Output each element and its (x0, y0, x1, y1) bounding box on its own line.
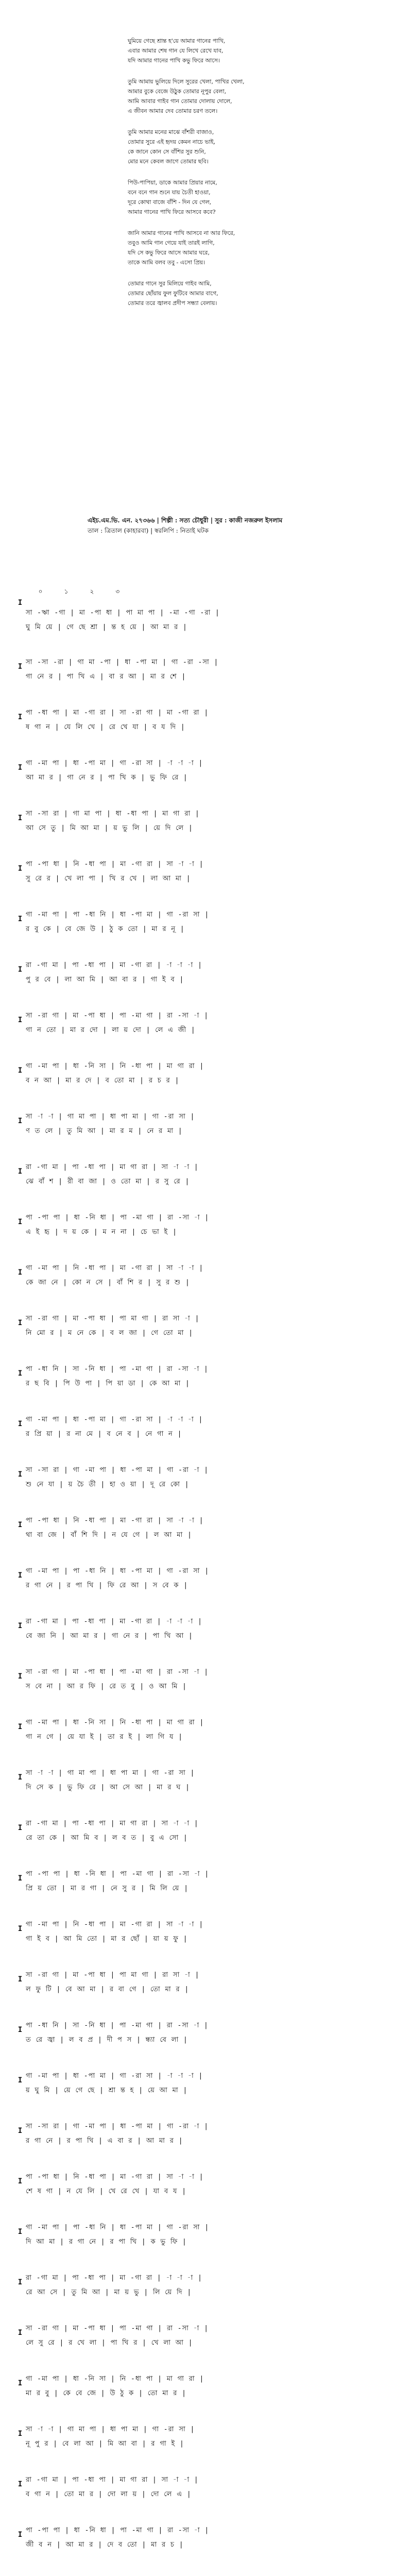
notation-row (15, 2267, 397, 2317)
swara-line: পা -পা পা | ধা -নি ধা | পা -মা গা | রা -সা -া | (26, 1870, 210, 1878)
swara-line: রা -গা মা | পা -ধা পা | মা গা রা | সা -া -া | (26, 1163, 199, 1171)
notation-row (15, 1812, 397, 1863)
swara-line: পা -ধা নি | সা -নি ধা | পা -মা গা | রা -সা -া | (26, 1365, 209, 1373)
notation-row (15, 651, 397, 702)
bani-line: গা ন গে | য়ে যা ই | তা র ই | লা গি য | (26, 1733, 183, 1741)
row-marker: I (18, 1824, 23, 1832)
lyric-line: পিউ-পাপিয়া, ডাকে আমার প্রিয়ার নামে, (128, 179, 217, 186)
lyric-line: তোমার তরে জ্বালব প্রদীপ সন্ধ্যা বেলায়। (128, 300, 217, 307)
row-marker: I (18, 2278, 23, 2286)
swara-line: রা -গা মা | পা -ধা পা | মা -গা রা | -া -া -া | (26, 2274, 202, 2282)
notation-row (15, 1913, 397, 1964)
bani-line: প্রি য় তো | মা র গা | নে সু র | মি লি য়ে | (26, 1885, 189, 1892)
row-marker: I (18, 965, 23, 974)
lyric-line: তোমার সুরে এই হৃদয় কেমন নাচে ভাই, (128, 139, 216, 145)
bani-line: শে ষ গা | ন যে লি | খে রে খে | যা ব য | (26, 2188, 187, 2195)
lyric-stanza (128, 36, 396, 65)
row-marker: I (18, 713, 23, 721)
swara-line: সা -রা গা | মা -পা ধা | পা মা গা | রা সা -া | (26, 1315, 200, 1323)
lyric-line: আমার গানের পাখি ফিরে আসবে কবে? (128, 209, 216, 215)
lyric-line: তুমি আমার মনের মাঝে বাঁশরী বাজাও, (128, 129, 214, 135)
row-marker: I (18, 1117, 23, 1125)
bani-line: আ সে তু | মি আ মা | য় ভু লি | য়ে দি লে | (26, 824, 193, 832)
lyric-line: আমার বুকে বেজে উঠুক তোমার নূপুর বেলা, (128, 88, 227, 95)
row-marker: I (18, 1369, 23, 1378)
lyric-stanza (128, 178, 396, 217)
row-marker: I (18, 1874, 23, 1883)
lyric-line: যদি সে কভু ফিরে আসে আমার ঘরে, (128, 249, 210, 256)
swara-line: গা -মা পা | ধা -নি সা | নি -ধা পা | মা গা রা | (26, 2375, 204, 2383)
row-marker: I (18, 1975, 23, 1984)
credits-line-2: তাল : ত্রিতাল (কাহারবা) | স্বরলিপি : নিতাই ঘটক (88, 527, 209, 534)
notation-row (15, 853, 397, 904)
notation-row (15, 1964, 397, 2014)
swara-line: সা -সা রা | গা মা পা | ধা -ধা পা | মা গা রা | (26, 810, 200, 818)
notation-row (15, 1308, 397, 1358)
notation-row (15, 702, 397, 752)
swara-line: পা -পা ধা | নি -ধা পা | মা -গা রা | সা -া -া | (26, 1517, 204, 1524)
swara-line: সা -রা গা | মা -পা ধা | পা মা গা | রা সা -া | (26, 1971, 200, 1979)
notation-row (15, 2469, 397, 2519)
notation-row (15, 1711, 397, 1762)
lyric-line: তোমার ছোঁয়ায় ফুল ফুটিবে আমার বাগে, (128, 290, 218, 297)
swara-line: গা -মা পা | ধা -নি সা | নি -ধা পা | মা গা রা | (26, 1062, 204, 1070)
row-marker: I (18, 1925, 23, 1933)
lyric-line: কে জানে কোন সে বাঁশির সুর শুনি, (128, 148, 206, 155)
swara-line: গা -মা পা | ধা -পা মা | গা -রা সা | -া -া -া | (26, 1416, 203, 1423)
bani-line: বে জা নি | আ মা র | গা নে র | পা খি আ | (26, 1632, 193, 1640)
bani-line: মা র বু | কে বে জে | উ ঠু ক | তো মা র | (26, 2389, 186, 2397)
lyric-line: এ জীবন আমার দেব তোমার চরণ তলে। (128, 108, 218, 114)
bani-line: গা নে র | পা খি এ | বা র আ | মা র শে | (26, 673, 186, 681)
bani-line: কে জা নে | কো ন সে | বাঁ শি র | সু র শু | (26, 1279, 190, 1286)
notation-row (15, 2065, 397, 2115)
row-marker: I (18, 1420, 23, 1428)
lyric-stanza (128, 228, 396, 267)
row-marker: I (18, 2531, 23, 2539)
row-marker: I (18, 2228, 23, 2236)
swara-line: পা -পা ধা | নি -ধা পা | মা -গা রা | সা -া -া | (26, 2173, 204, 2181)
lyric-line: মোর মনে কেবল জাগে তোমার ছবি। (128, 158, 209, 165)
notation-row (15, 904, 397, 954)
bani-line: দি আ মা | র গা নে | র পা খি | ক ভু ফি | (26, 2238, 187, 2246)
bani-line: র গা নে | র পা খি | ফি রে আ | স বে ক | (26, 1582, 188, 1589)
bani-line: ব গা ন | তো মা র | দো লা য় | দো লে এ | (26, 2490, 192, 2498)
bani-line: জী ব ন | আ মা র | দে ব তো | মা র চ | (26, 2541, 184, 2549)
notation-row (15, 1661, 397, 1711)
swara-line: সা -সা -রা | গা মা -পা | ধা -পা মা | গা -রা -সা | (26, 658, 219, 666)
bani-line: ল ফু টি | বে আ মা | র বা গে | তো মা র | (26, 1986, 190, 1993)
swara-line: পা -পা পা | ধা -নি ধা | পা -মা গা | রা -সা -া | (26, 1214, 210, 1222)
swara-line: রা -গা মা | পা -ধা পা | মা গা রা | সা -া -া | (26, 1820, 199, 1827)
swara-line: গা -মা পা | নি -ধা পা | মা -গা রা | সা -া -া | (26, 1921, 204, 1928)
lyric-line: তবুও আমি গান গেয়ে যাই তারই লাগি, (128, 240, 215, 246)
row-marker: I (18, 2379, 23, 2387)
row-marker: I (18, 1470, 23, 1479)
row-marker: I (18, 865, 23, 873)
bani-line: থা বা জে | বাঁ শি দি | ন যে গে | ল আ মা | (26, 1531, 192, 1539)
notation-row (15, 1207, 397, 1257)
swara-line: পা -ধা নি | সা -নি ধা | পা -মা গা | রা -সা -া | (26, 2022, 209, 2029)
credits-block (88, 515, 366, 536)
lyric-stanza (128, 77, 396, 116)
swara-line: সা -রা গা | মা -পা ধা | পা -মা গা | রা -সা -া | (26, 2325, 209, 2332)
row-marker: I (18, 663, 23, 671)
notation-row (15, 2519, 397, 2570)
swara-line: গা -মা পা | ধা -নি সা | নি -ধা পা | মা গা রা | (26, 1719, 204, 1726)
bani-line: ত রে জ্বা | ল ব প্র | দী প স | ন্ধ্যা বে লা | (26, 2036, 188, 2044)
lyric-line: বনে বনে গান শুনে যায় চৈতী হাওয়া, (128, 189, 211, 196)
notation-row (15, 1409, 397, 1459)
notation-row (15, 2014, 397, 2065)
row-marker: I (18, 599, 23, 607)
lyric-line: তোমার গানে সুর মিলিয়ে গাইব আমি, (128, 280, 212, 287)
notation-row (15, 1459, 397, 1510)
swara-line: সা -রা গা | মা -পা ধা | পা -মা গা | রা -সা -া | (26, 1012, 209, 1020)
bani-line: ণ ত লে | তু মি আ | মা র ম | নে র মা | (26, 1127, 183, 1135)
notation-row (15, 954, 397, 1005)
swara-line: গা -মা পা | ধা -পা মা | গা -রা সা | -া -া -া | (26, 2072, 203, 2080)
notation-row (15, 1510, 397, 1560)
notation-row (15, 2570, 397, 2576)
bani-line: ব ন আ | মা র দে | ব তো মা | র চ র | (26, 1077, 180, 1084)
row-marker: I (18, 1319, 23, 1327)
lyrics-block (128, 36, 396, 319)
row-marker: I (18, 1723, 23, 1731)
lyric-line: এবার আমার শেষ গান যে লিখে রেখে যাব, (128, 47, 224, 54)
notation-row (15, 2115, 397, 2166)
swara-line: রা -গা মা | পা -ধা পা | মা গা রা | সা -া -া | (26, 2476, 199, 2484)
notation-row (15, 1055, 397, 1106)
lyric-line: জানি আমার গানের পাখি আসবে না আর ফিরে, (128, 230, 235, 236)
swara-line: সা -া -া | গা মা পা | ধা পা মা | গা -রা সা | (26, 1113, 195, 1121)
lyric-line: আমি আবার গাইব গান তোমার দোলায় দোলে, (128, 98, 232, 105)
row-marker: I (18, 1521, 23, 1529)
row-marker: I (18, 1167, 23, 1176)
bani-line: নি মো র | ম নে কে | ব ল জা | গে তো মা | (26, 1329, 194, 1337)
swara-line: সা -া -া | গা মা পা | ধা পা মা | গা -রা সা | (26, 2426, 195, 2433)
bani-line: ঘু মি য়ে | গে ছে শ্রা | ন্ত হ য়ে | আ মা র | (26, 623, 187, 631)
row-marker: I (18, 2076, 23, 2084)
bani-line: লে সু রে | র খে লা | পা খি র | খে লা আ | (26, 2339, 193, 2347)
bani-line: এ ই হৃ | দ য় কে | ম ন না | চে ভা ই | (26, 1228, 177, 1236)
row-marker: I (18, 1773, 23, 1782)
swara-line: গা -মা পা | পা -ধা নি | ধা -পা মা | গা -রা সা | (26, 1567, 210, 1575)
swara-line: রা -গা মা | পা -ধা পা | মা -গা রা | -া -া -া | (26, 961, 202, 969)
row-marker: I (18, 814, 23, 822)
row-marker: I (18, 2177, 23, 2185)
bani-line: র গা নে | র পা খি | এ বা র | আ মা র | (26, 2137, 183, 2145)
swara-line: রা -গা মা | পা -ধা পা | মা -গা রা | -া -া -া | (26, 1618, 202, 1625)
swara-line: গা -মা পা | পা -ধা নি | ধা -পা মা | গা -রা সা | (26, 2224, 210, 2231)
swara-line: গা -মা পা | পা -ধা নি | ধা -পা মা | গা -রা সা | (26, 911, 210, 919)
swara-line: পা -পা ধা | নি -ধা পা | মা -গা রা | সা -া -া | (26, 860, 204, 868)
notation-row (15, 2368, 397, 2418)
meter-markers: ০ ১ ২ ৩ (26, 588, 121, 595)
row-marker: I (18, 1571, 23, 1580)
bani-line: গা ন তো | মা র দো | লা য় দো | লে এ জী | (26, 1026, 196, 1034)
credits-line-1: এইচ.এম.ভি. এন. ২৭৩৬৬ | শিল্পী : সত্য চৌধুরী | সুর : কাজী নজরুল ইসলাম (88, 517, 283, 524)
bani-line: রে তা কে | আ মি ব | ল ব ত | বু এ সো | (26, 1834, 188, 1842)
bani-line: পু র বে | লা আ মি | আ বা র | গা ই ব | (26, 976, 184, 984)
notation-row (15, 1156, 397, 1207)
notation-row (15, 2166, 397, 2216)
notation-row (15, 2418, 397, 2469)
lyric-line: ঘুমিয়ে গেছে শ্রান্ত হ'য়ে আমার গানের পাখি, (128, 38, 226, 44)
bani-line: স বে না | আ র ফি | রে ত বু | ও আ মি | (26, 1683, 187, 1690)
row-marker: I (18, 2127, 23, 2135)
row-marker: I (18, 1016, 23, 1024)
swara-line: সা -সা রা | গা -মা পা | ধা -পা মা | গা -রা -া | (26, 1466, 209, 1474)
notation-row (15, 1257, 397, 1308)
row-marker: I (18, 1622, 23, 1630)
bani-line: আ মা র | গা নে র | পা খি ক | ভু ফি রে | (26, 774, 188, 782)
lyric-stanza (128, 127, 396, 166)
bani-line: রে আ সে | তু মি আ | মা য় ভু | লি য়ে দি | (26, 2289, 192, 2296)
row-marker: I (18, 2026, 23, 2034)
row-marker: I (18, 2480, 23, 2488)
notation-row (15, 1560, 397, 1611)
swara-line: গা -মা পা | নি -ধা পা | মা -গা রা | সা -া -া | (26, 1264, 204, 1272)
bani-line: দি সে ক | ভু ফি রে | আ সে আ | মা র ঘ | (26, 1784, 190, 1791)
notation-row (15, 1863, 397, 1913)
swara-line: পা -ধা পা | মা -গা রা | সা -রা গা | মা -গা রা | (26, 709, 209, 717)
notation-row (15, 1005, 397, 1055)
notation-row (15, 587, 397, 651)
lyric-line: তাকে আমি বলব তবু - এসো প্রিয়। (128, 259, 205, 266)
lyric-stanza (128, 279, 396, 308)
row-marker: I (18, 2329, 23, 2337)
lyric-line: দূরে কোথা বাজে বাঁশি - দিন যে গেল, (128, 199, 212, 206)
notation-block (15, 587, 397, 2576)
bani-line: র বু কে | বে জে উ | ঠু ক তো | মা র নূ | (26, 925, 185, 933)
bani-line: ঝে বাঁ শ | রী বা জা | ও তো মা | র সু রে | (26, 1178, 190, 1185)
row-marker: I (18, 1218, 23, 1226)
row-marker: I (18, 1066, 23, 1075)
notation-row (15, 752, 397, 803)
bani-line: র ছ বি | পি উ পা | পি য়া ডা | কে আ মা | (26, 1380, 190, 1387)
bani-line: র প্রি য়া | র না মে | ব নে ব | নে গা ন | (26, 1430, 182, 1438)
notation-row (15, 2216, 397, 2267)
row-marker: I (18, 764, 23, 772)
swara-line: সা -সা রা | গা -মা পা | ধা -পা মা | গা -রা -া | (26, 2123, 209, 2130)
bani-line: য় ঘু মি | য়ে গে ছে | শ্রা ন্ত হ | য়ে আ মা | (26, 2087, 188, 2094)
notation-row (15, 2317, 397, 2368)
notation-row (15, 1106, 397, 1156)
row-marker: I (18, 915, 23, 923)
notation-row (15, 1762, 397, 1812)
swara-line: সা -রা গা | মা -পা ধা | পা -মা গা | রা -সা -া | (26, 1668, 209, 1676)
notation-row (15, 1358, 397, 1409)
swara-line: সা -ঋা -গা | মা -পা ধা | পা মা পা | -মা -গা -রা | (26, 609, 220, 617)
lyric-line: যদি আমার গানের পাখি কভু ফিরে আসে। (128, 57, 220, 64)
bani-line: নূ পু র | বে লা আ | মি আ বা | র গা ই | (26, 2440, 184, 2448)
bani-line: সু রে র | খে লা পা | খি র খে | লা আ মা | (26, 875, 191, 883)
swara-line: সা -া -া | গা মা পা | ধা পা মা | গা -রা সা | (26, 1769, 195, 1777)
bani-line: শু নে যা | য় চৈ তী | হা ও য়া | দূ রে কো | (26, 1481, 190, 1488)
row-marker: I (18, 2430, 23, 2438)
row-marker: I (18, 1268, 23, 1277)
notation-row (15, 803, 397, 853)
bani-line: গা ই ব | আ মি তো | মা র ছোঁ | য়া য় ফু | (26, 1935, 188, 1943)
swara-line: পা -পা পা | ধা -নি ধা | পা -মা গা | রা -সা -া | (26, 2527, 210, 2534)
swara-line: গা -মা পা | ধা -পা মা | গা -রা সা | -া -া -া | (26, 759, 203, 767)
bani-line: ষ গা ন | যে লি খে | রে খে যা | ব য দি | (26, 723, 185, 731)
lyric-line: তুমি আমায় ভুলিয়ে দিলে সুরের খেলা, পাখির খেলা, (128, 78, 245, 85)
notation-row (15, 1611, 397, 1661)
row-marker: I (18, 1672, 23, 1681)
